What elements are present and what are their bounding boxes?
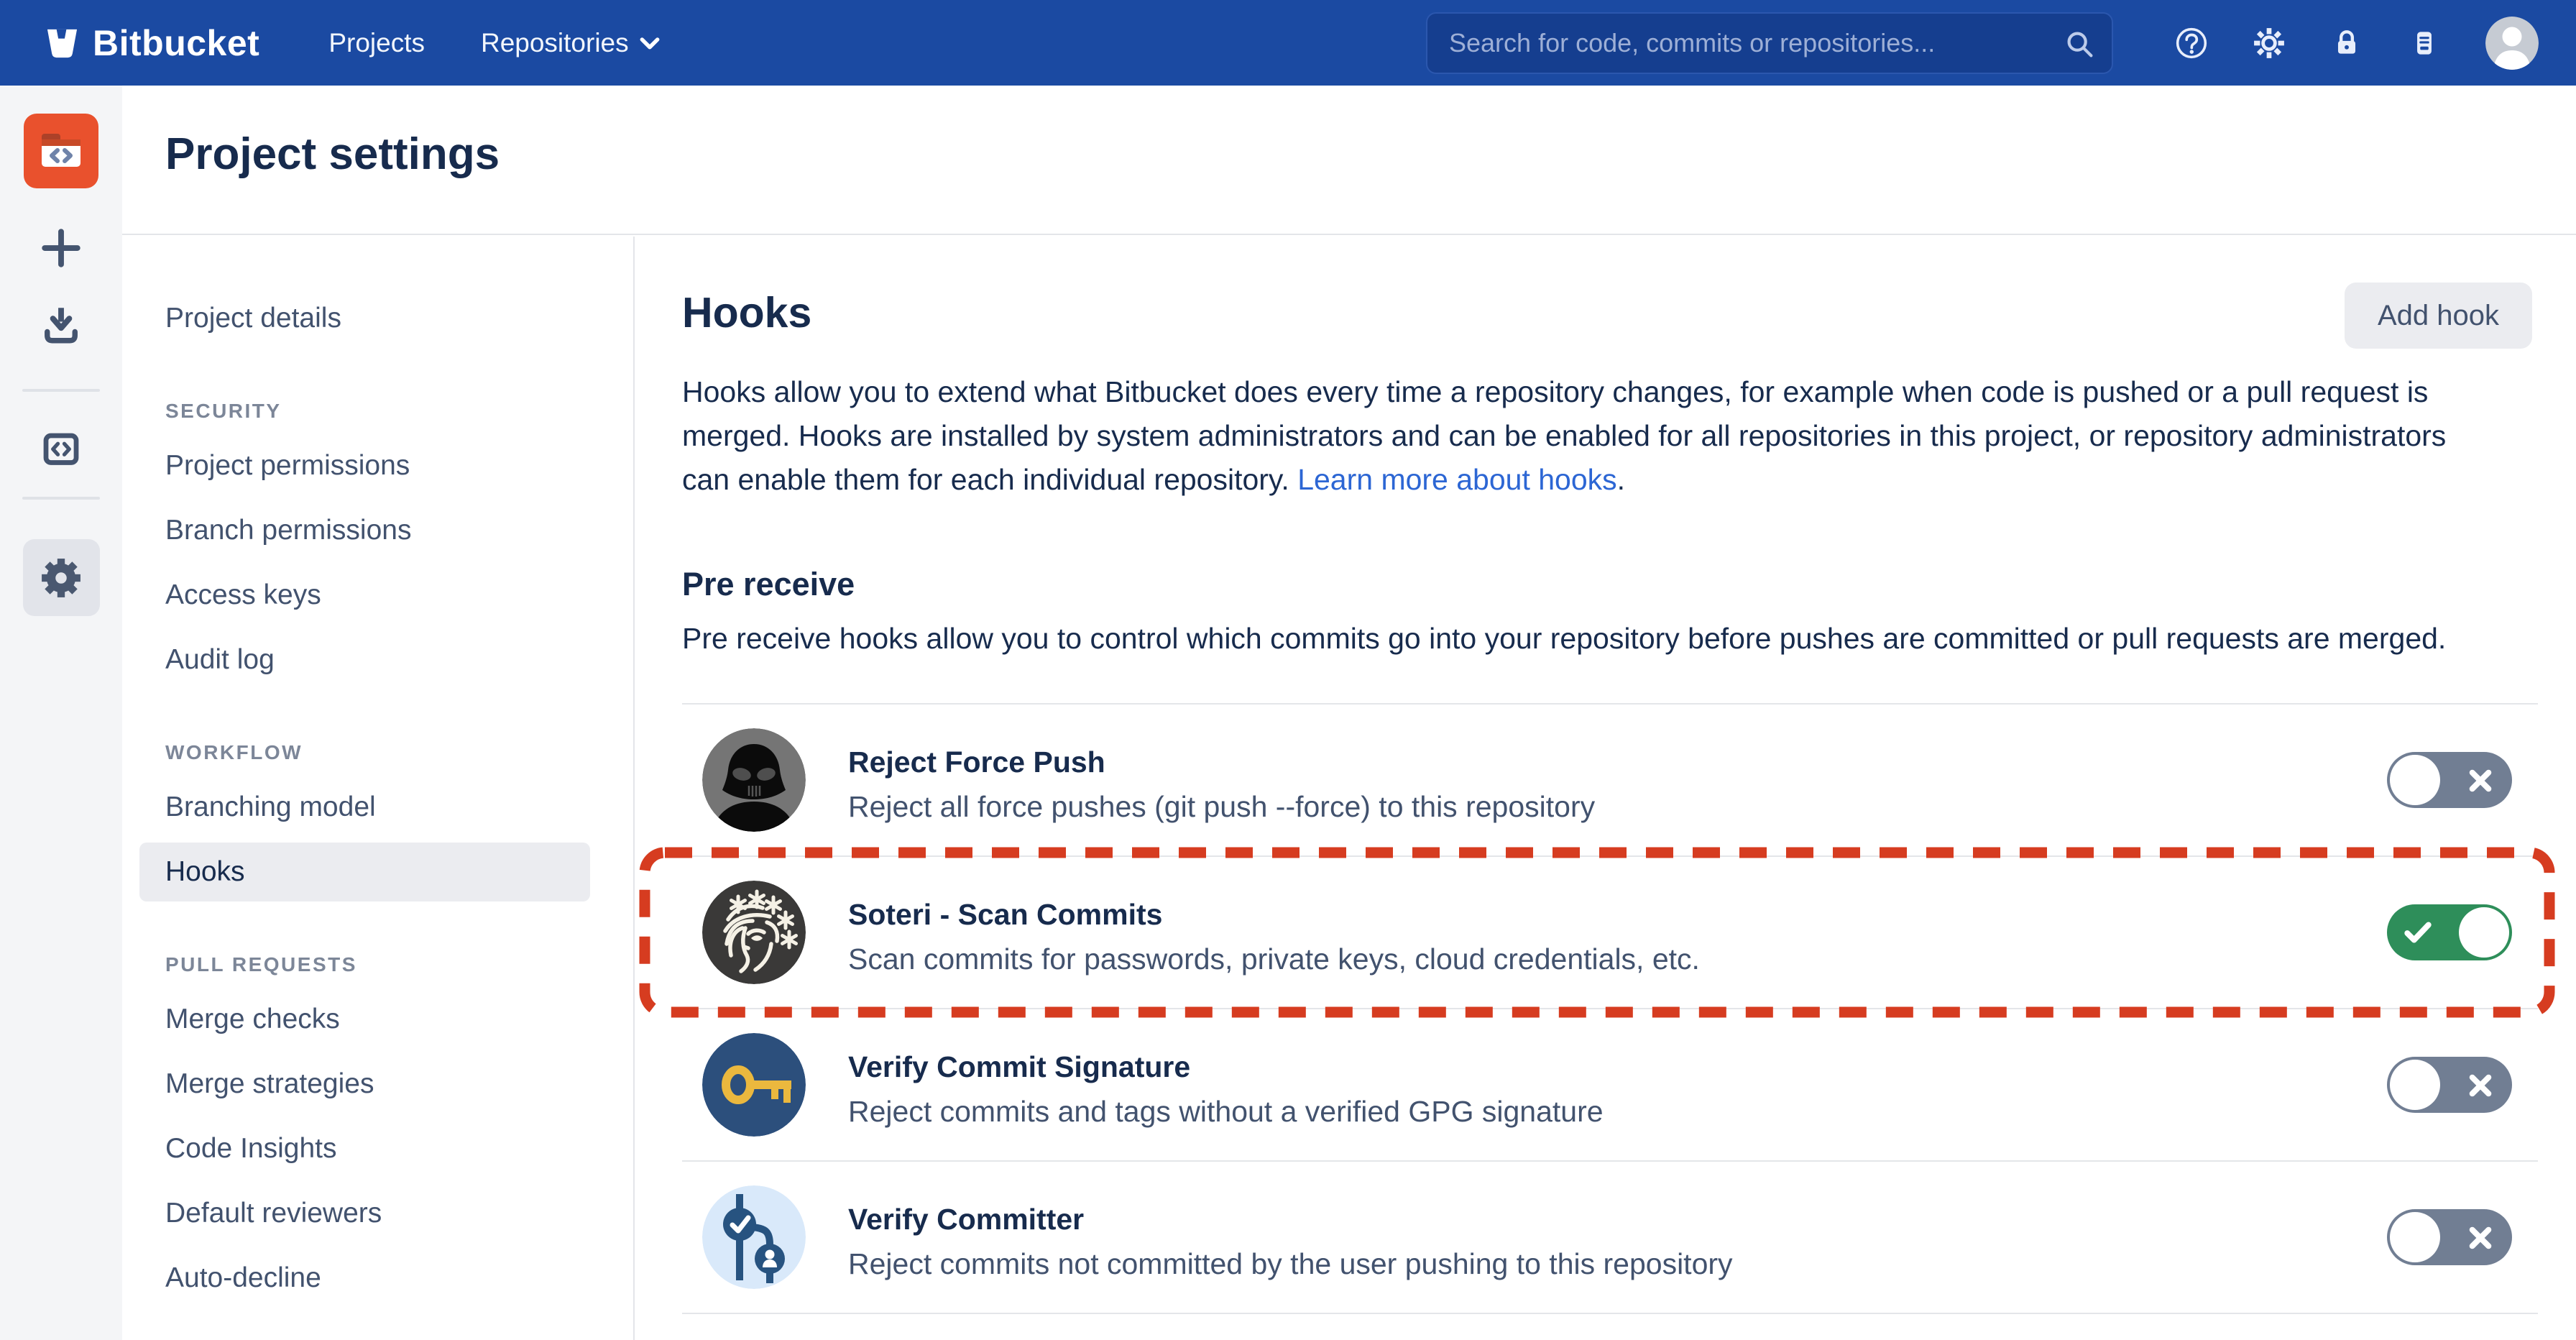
navbar-icon-group <box>2175 17 2539 70</box>
create-icon[interactable] <box>41 228 81 268</box>
commit-user-avatar <box>702 1185 806 1289</box>
x-icon <box>2468 1226 2493 1250</box>
pre-receive-description: Pre receive hooks allow you to control which commits go into your repository before pushes are committed or pull requests are merged. <box>682 622 2447 655</box>
settings-nav-merge-strategies[interactable]: Merge strategies <box>165 1068 374 1099</box>
hooks-panel <box>635 237 2576 1340</box>
check-icon <box>2404 920 2432 945</box>
rail-divider <box>22 497 100 500</box>
x-icon <box>2468 768 2493 793</box>
hooks-intro <box>682 370 2501 502</box>
settings-nav-merge-checks[interactable]: Merge checks <box>165 1004 340 1034</box>
settings-gear-icon[interactable] <box>2253 27 2286 60</box>
toggle-knob <box>2390 755 2440 805</box>
hook-row-verify-committer <box>682 1160 2538 1314</box>
settings-nav-branch-permissions[interactable]: Branch permissions <box>165 515 412 546</box>
toggle-verify-committer[interactable] <box>2387 1209 2512 1265</box>
settings-nav-section-pull-requests: PULL REQUESTS <box>165 953 357 976</box>
hook-row-reject-force-push <box>682 703 2538 855</box>
search-icon[interactable] <box>2064 29 2096 60</box>
settings-nav-hooks-selected[interactable]: Hooks <box>139 843 590 901</box>
bitbucket-logo-icon <box>45 26 79 60</box>
bitbucket-logo[interactable] <box>45 22 259 64</box>
hook-description: Scan commits for passwords, private keys, cloud credentials, etc. <box>848 942 1700 976</box>
app-sidebar <box>0 86 122 1340</box>
settings-nav-audit-log[interactable]: Audit log <box>165 644 275 675</box>
nav-repositories[interactable]: Repositories <box>481 28 661 58</box>
settings-nav-access-keys[interactable]: Access keys <box>165 579 321 610</box>
top-navbar <box>0 0 2576 86</box>
intro-suffix: . <box>1616 463 1626 496</box>
learn-more-link[interactable]: Learn more about hooks <box>1297 463 1617 496</box>
primary-nav <box>328 28 660 58</box>
toggle-knob <box>2459 907 2509 958</box>
settings-nav-project-permissions[interactable]: Project permissions <box>165 450 410 481</box>
hooks-heading: Hooks <box>682 289 812 336</box>
pre-receive-heading: Pre receive <box>682 566 855 602</box>
settings-nav-section-security: SECURITY <box>165 400 282 422</box>
page-header <box>122 86 2576 235</box>
code-folder-icon <box>24 114 98 188</box>
hook-row-soteri-scan-commits <box>682 855 2538 1008</box>
search-box <box>1426 12 2113 74</box>
user-avatar[interactable] <box>2485 17 2539 70</box>
hook-description: Reject commits and tags without a verified GPG signature <box>848 1095 1604 1128</box>
darth-vader-avatar <box>702 728 806 832</box>
help-icon[interactable] <box>2175 27 2208 60</box>
settings-nav-section-workflow: WORKFLOW <box>165 741 303 763</box>
sidebar-item-settings-selected[interactable] <box>23 539 100 616</box>
hook-name: Soteri - Scan Commits <box>848 898 1163 931</box>
code-icon[interactable] <box>42 429 80 468</box>
settings-nav-auto-decline[interactable]: Auto-decline <box>165 1262 321 1293</box>
hook-name: Verify Committer <box>848 1203 1085 1236</box>
add-hook-button[interactable]: Add hook <box>2345 283 2532 349</box>
search-input[interactable] <box>1427 14 2112 73</box>
settings-nav <box>122 237 635 1340</box>
toggle-knob <box>2390 1060 2440 1110</box>
import-icon[interactable] <box>41 304 81 344</box>
hook-description: Reject commits not committed by the user pushing to this repository <box>848 1247 1733 1280</box>
nav-projects[interactable]: Projects <box>328 27 425 58</box>
hook-row-verify-commit-signature <box>682 1008 2538 1160</box>
soteri-logo-avatar <box>702 881 806 984</box>
gear-icon <box>40 557 82 599</box>
settings-nav-branching-model[interactable]: Branching model <box>165 791 376 822</box>
x-icon <box>2468 1073 2493 1098</box>
chevron-down-icon <box>639 36 661 50</box>
hook-name: Verify Commit Signature <box>848 1050 1191 1083</box>
settings-nav-project-details[interactable]: Project details <box>165 303 341 334</box>
hook-list <box>682 703 2538 1314</box>
brand-name: Bitbucket <box>93 22 260 63</box>
feedback-icon[interactable] <box>2408 27 2441 60</box>
toggle-reject-force-push[interactable] <box>2387 752 2512 808</box>
project-avatar[interactable] <box>24 114 98 188</box>
intro-text: Hooks allow you to extend what Bitbucket does every time a repository changes, for example when code is pushed or a pull request is merged. Hooks are installed by system administrators and can be enabled for all repositories in this project, or repository administrators can enable them for each individual repository. <box>682 375 2447 496</box>
hook-description: Reject all force pushes (git push --force) to this repository <box>848 790 1596 823</box>
toggle-soteri-scan-commits[interactable] <box>2387 904 2512 960</box>
settings-nav-default-reviewers[interactable]: Default reviewers <box>165 1198 382 1229</box>
page-title: Project settings <box>165 129 500 179</box>
hook-name: Reject Force Push <box>848 745 1105 779</box>
toggle-knob <box>2390 1212 2440 1262</box>
rail-divider <box>22 389 100 392</box>
toggle-verify-commit-signature[interactable] <box>2387 1057 2512 1113</box>
settings-nav-code-insights[interactable]: Code Insights <box>165 1133 337 1164</box>
gold-key-avatar <box>702 1033 806 1137</box>
lock-icon[interactable] <box>2330 27 2363 60</box>
